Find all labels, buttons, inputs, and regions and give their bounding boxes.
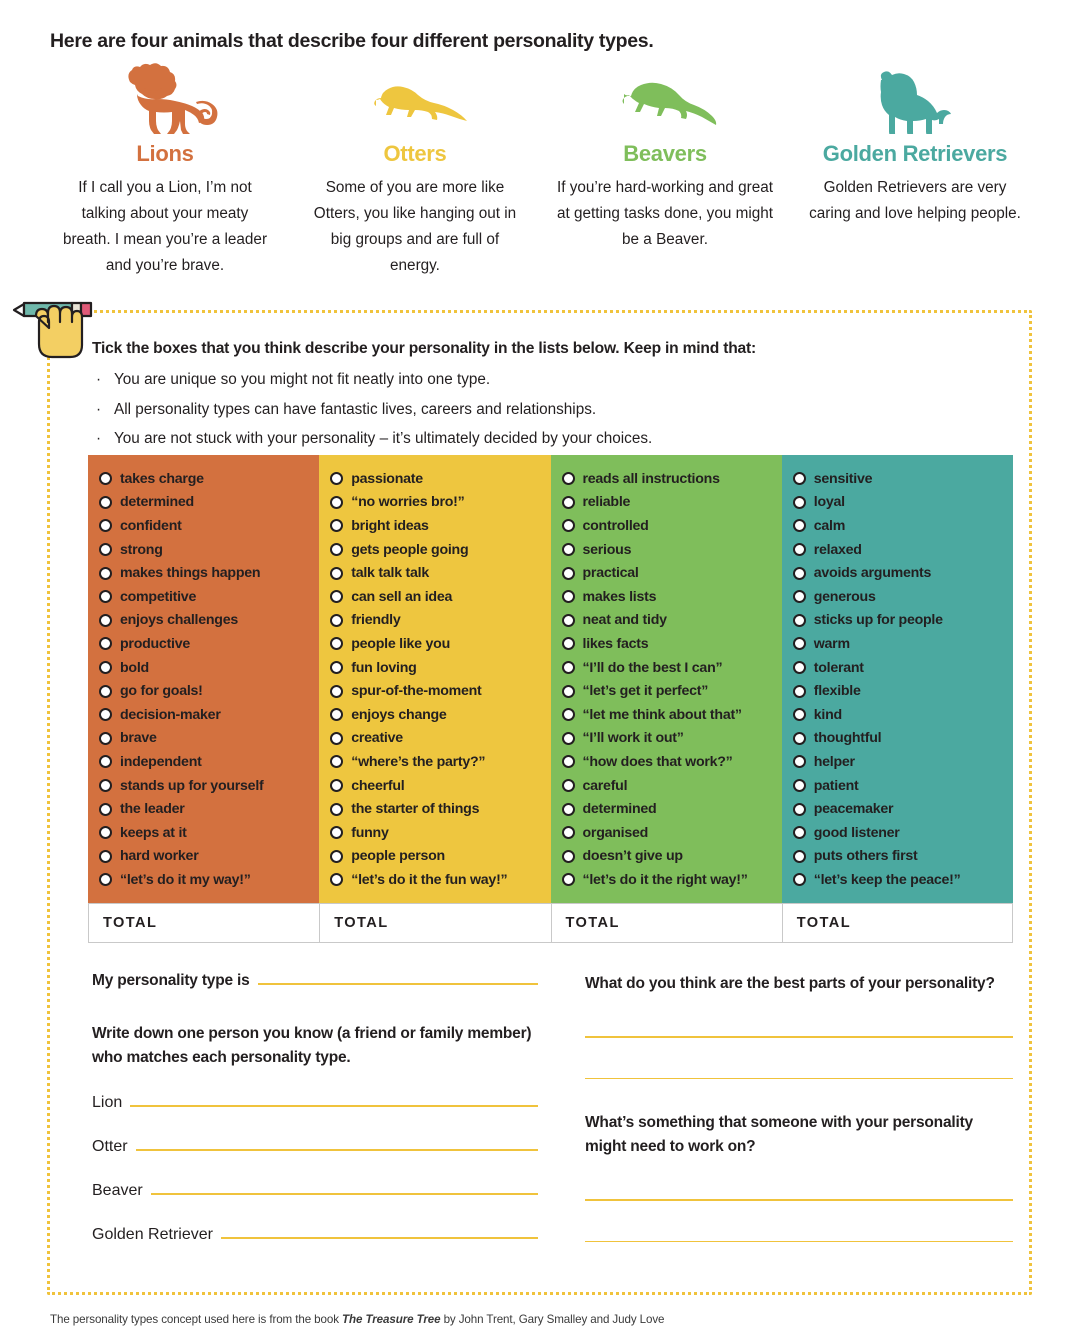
checklist-item-label: strong — [120, 541, 163, 558]
checklist-item-label: thoughtful — [813, 730, 882, 747]
checklist-item-label: “let me think about that” — [582, 706, 742, 723]
person-field-label: Beaver — [92, 1182, 143, 1200]
checkbox-icon[interactable] — [562, 661, 575, 674]
checkbox-icon[interactable] — [99, 661, 112, 674]
checklist-item-label: likes facts — [582, 635, 649, 652]
checklist-row[interactable] — [99, 679, 319, 703]
checklist-row[interactable] — [562, 491, 782, 515]
checkbox-icon[interactable] — [99, 472, 112, 485]
checkbox-icon[interactable] — [330, 850, 343, 863]
checklist-row[interactable] — [330, 585, 550, 609]
checklist-row[interactable] — [330, 609, 550, 633]
checklist-item-label: people person — [351, 848, 445, 865]
checklist-item-label: helper — [813, 753, 855, 770]
hand-holding-pencil-icon — [8, 286, 104, 360]
checklist-row[interactable] — [330, 868, 550, 892]
checklist-row[interactable] — [330, 561, 550, 585]
checklist-row[interactable] — [99, 868, 319, 892]
checklist-item-label: reads all instructions — [582, 470, 720, 487]
checkbox-icon[interactable] — [793, 661, 806, 674]
checklist-item-label: the leader — [120, 801, 185, 818]
checklist-row[interactable] — [562, 585, 782, 609]
checklist-row[interactable] — [562, 845, 782, 869]
checklist-item-label: reliable — [582, 494, 631, 511]
checklist-row[interactable] — [99, 609, 319, 633]
checkbox-icon[interactable] — [330, 661, 343, 674]
checkbox-icon[interactable] — [330, 590, 343, 603]
checkbox-icon[interactable] — [793, 685, 806, 698]
checklist-row[interactable] — [562, 797, 782, 821]
checklist-item-label: competitive — [120, 588, 197, 605]
checklist-item-label: “let’s do it the right way!” — [582, 871, 748, 888]
checkbox-icon[interactable] — [99, 543, 112, 556]
checkbox-icon[interactable] — [793, 779, 806, 792]
checkbox-icon[interactable] — [793, 567, 806, 580]
checklist-item-label: brave — [120, 730, 157, 747]
checklist-row[interactable] — [330, 845, 550, 869]
checklist-row[interactable] — [99, 845, 319, 869]
checklist-item-label: organised — [582, 824, 649, 841]
checklist-item-label: loyal — [813, 494, 845, 511]
checklist-item-label: sensitive — [813, 470, 873, 487]
checklist-row[interactable] — [562, 774, 782, 798]
checklist-item-label: “let’s get it perfect” — [582, 683, 709, 700]
checklist-row[interactable] — [330, 679, 550, 703]
checkbox-icon[interactable] — [562, 779, 575, 792]
checklist-item-label: makes things happen — [120, 565, 261, 582]
checklist-item-label: cheerful — [351, 777, 405, 794]
checkbox-icon[interactable] — [562, 732, 575, 745]
checkbox-icon[interactable] — [330, 543, 343, 556]
checkbox-icon[interactable] — [330, 708, 343, 721]
total-cell-beaver[interactable] — [551, 903, 782, 943]
checkbox-icon[interactable] — [562, 496, 575, 509]
footer-text-before: The personality types concept used here is from the book — [50, 1313, 343, 1326]
checkbox-icon[interactable] — [330, 496, 343, 509]
checkbox-icon[interactable] — [99, 519, 112, 532]
total-label: TOTAL — [103, 915, 158, 931]
checkbox-icon[interactable] — [99, 850, 112, 863]
animal-description-beaver: If you’re hard-working and great at getting tasks done, you might be a Beaver. — [557, 178, 773, 249]
animal-card-golden-retriever — [790, 62, 1040, 280]
checklist-row[interactable] — [793, 679, 1013, 703]
checkbox-icon[interactable] — [99, 590, 112, 603]
checkbox-icon[interactable] — [562, 637, 575, 650]
checkbox-icon[interactable] — [99, 732, 112, 745]
checklist-row[interactable] — [793, 585, 1013, 609]
checklist-item-label: neat and tidy — [582, 612, 667, 629]
animal-description-golden-retriever: Golden Retrievers are very caring and love helping people. — [809, 178, 1021, 222]
checklist-row[interactable] — [562, 868, 782, 892]
checklist-item-label: stands up for yourself — [120, 777, 264, 794]
checklist-item-label: puts others first — [813, 848, 918, 865]
answer-line-work-on-2[interactable] — [585, 1241, 1013, 1243]
checkbox-icon[interactable] — [99, 779, 112, 792]
checkbox-icon[interactable] — [330, 873, 343, 886]
instruction-item — [92, 368, 952, 392]
checklist-item-label: peacemaker — [813, 801, 894, 818]
checklist-item-label: “let’s do it my way!” — [120, 871, 251, 888]
question-best-parts: What do you think are the best parts of your personality? — [585, 975, 995, 992]
checklist-row[interactable] — [793, 797, 1013, 821]
checkbox-icon[interactable] — [562, 567, 575, 580]
checklist-row[interactable] — [330, 514, 550, 538]
checklist-item-label: passionate — [351, 470, 423, 487]
checkbox-icon[interactable] — [793, 873, 806, 886]
checklist-item-label: talk talk talk — [351, 565, 429, 582]
checklist-item-label: patient — [813, 777, 859, 794]
checklist-item-label: relaxed — [813, 541, 862, 558]
checklist-row[interactable] — [562, 821, 782, 845]
animal-description-otter: Some of you are more like Otters, you like hanging out in big groups and are full of energy. — [313, 178, 517, 275]
checklist-item-label: confident — [120, 517, 182, 534]
checklist-item-label: friendly — [351, 612, 401, 629]
checkbox-icon[interactable] — [562, 755, 575, 768]
checklist-item-label: determined — [582, 801, 657, 818]
checklist-item-label: “how does that work?” — [582, 753, 733, 770]
checkbox-icon[interactable] — [99, 685, 112, 698]
person-field-golden-retriever[interactable] — [92, 1226, 538, 1244]
checkbox-icon[interactable] — [330, 826, 343, 839]
checklist-row[interactable] — [330, 750, 550, 774]
checkbox-icon[interactable] — [562, 543, 575, 556]
checkbox-icon[interactable] — [330, 567, 343, 580]
checklist-row[interactable] — [330, 538, 550, 562]
animal-card-otter — [290, 62, 540, 280]
checkbox-icon[interactable] — [562, 614, 575, 627]
animal-name-lion: Lions — [136, 141, 194, 166]
checklist-item-label: the starter of things — [351, 801, 480, 818]
total-cell-otter[interactable] — [319, 903, 550, 943]
total-cell-lion[interactable] — [88, 903, 319, 943]
checklist-item-label: “no worries bro!” — [351, 494, 465, 511]
checklist-item-label: “let’s keep the peace!” — [813, 871, 961, 888]
checklist-item-label: spur-of-the-moment — [351, 683, 482, 700]
checklist-item-label: bold — [120, 659, 149, 676]
checkbox-icon[interactable] — [793, 637, 806, 650]
checklist-row[interactable] — [562, 467, 782, 491]
checklist-item-label: hard worker — [120, 848, 199, 865]
checklist-row[interactable] — [793, 632, 1013, 656]
checklist-row[interactable] — [793, 727, 1013, 751]
write-down-prompt: Write down one person you know (a friend or family member) who matches each personality type. — [92, 1025, 532, 1067]
person-field-otter[interactable] — [92, 1138, 538, 1156]
checkbox-icon[interactable] — [99, 826, 112, 839]
person-input-line[interactable] — [221, 1237, 538, 1239]
beaver-icon — [610, 62, 720, 134]
checklist-item-label: enjoys challenges — [120, 612, 238, 629]
checklist-item-label: controlled — [582, 517, 649, 534]
bullet-icon: · — [96, 371, 102, 388]
checklist-row[interactable] — [562, 656, 782, 680]
checklist-item-label: practical — [582, 565, 639, 582]
checkbox-icon[interactable] — [793, 590, 806, 603]
checklist-row[interactable] — [330, 491, 550, 515]
checklist-row[interactable] — [793, 491, 1013, 515]
animal-name-golden-retriever: Golden Retrievers — [822, 141, 1008, 166]
person-field-label: Otter — [92, 1138, 128, 1156]
checklist-row[interactable] — [99, 585, 319, 609]
checklist-row[interactable] — [562, 632, 782, 656]
checklist-item-label: serious — [582, 541, 632, 558]
animal-types-row — [40, 62, 1040, 280]
person-field-label: Lion — [92, 1094, 123, 1112]
checklist-item-label: enjoys change — [351, 706, 447, 723]
checklist-item-label: kind — [813, 706, 842, 723]
checkbox-icon[interactable] — [793, 803, 806, 816]
checkbox-icon[interactable] — [793, 850, 806, 863]
checklist-row[interactable] — [793, 561, 1013, 585]
form-left-column — [92, 972, 538, 1270]
total-label: TOTAL — [334, 915, 389, 931]
checklist-item-label: takes charge — [120, 470, 204, 487]
personality-type-label: My personality type is — [92, 972, 250, 989]
checkbox-icon[interactable] — [99, 637, 112, 650]
checklist-row[interactable] — [99, 632, 319, 656]
checklist-item-label: keeps at it — [120, 824, 187, 841]
checklist-row[interactable] — [330, 727, 550, 751]
checkbox-icon[interactable] — [793, 614, 806, 627]
checklist-row[interactable] — [99, 727, 319, 751]
checklist-row[interactable] — [330, 774, 550, 798]
checklist-item-label: careful — [582, 777, 628, 794]
checklist-row[interactable] — [562, 609, 782, 633]
checkbox-icon[interactable] — [99, 708, 112, 721]
checklist-row[interactable] — [562, 538, 782, 562]
checklist-row[interactable] — [330, 632, 550, 656]
checklist-row[interactable] — [793, 750, 1013, 774]
checkbox-icon[interactable] — [330, 519, 343, 532]
checklist-row[interactable] — [330, 467, 550, 491]
totals-row — [88, 903, 1013, 943]
person-input-line[interactable] — [136, 1149, 538, 1151]
instructions-list — [92, 368, 952, 451]
checklist-row[interactable] — [793, 538, 1013, 562]
checkbox-icon[interactable] — [330, 472, 343, 485]
checklist-item-label: bright ideas — [351, 517, 429, 534]
checkbox-icon[interactable] — [330, 732, 343, 745]
checklist-item-label: creative — [351, 730, 403, 747]
checklist-row[interactable] — [793, 774, 1013, 798]
checkbox-icon[interactable] — [330, 685, 343, 698]
checkbox-icon[interactable] — [793, 543, 806, 556]
checklist-row[interactable] — [99, 538, 319, 562]
checkbox-icon[interactable] — [330, 637, 343, 650]
checklist-row[interactable] — [562, 561, 782, 585]
form-right-column — [585, 972, 1013, 1242]
checkbox-icon[interactable] — [793, 496, 806, 509]
otter-icon — [360, 62, 470, 134]
instruction-item — [92, 427, 952, 451]
checkbox-icon[interactable] — [330, 803, 343, 816]
checklist-row[interactable] — [99, 821, 319, 845]
checkbox-icon[interactable] — [99, 567, 112, 580]
checklist-item-label: gets people going — [351, 541, 469, 558]
checkbox-icon[interactable] — [99, 873, 112, 886]
animal-name-otter: Otters — [383, 141, 447, 166]
checklist-row[interactable] — [562, 703, 782, 727]
checkbox-icon[interactable] — [562, 519, 575, 532]
animal-card-lion — [40, 62, 290, 280]
checklist-row[interactable] — [562, 514, 782, 538]
instructions-block — [92, 340, 952, 457]
checklist-item-label: decision-maker — [120, 706, 221, 723]
person-field-lion[interactable] — [92, 1094, 538, 1112]
checkbox-icon[interactable] — [99, 614, 112, 627]
checklist-item-label: warm — [813, 635, 850, 652]
instruction-item-text: All personality types can have fantastic lives, careers and relationships. — [114, 400, 597, 418]
checklist-column-beaver — [551, 455, 782, 904]
checklist-row[interactable] — [99, 797, 319, 821]
personality-type-field[interactable] — [92, 972, 538, 990]
checklist-column-otter — [319, 455, 550, 904]
checklist-row[interactable] — [99, 561, 319, 585]
checklist-item-label: avoids arguments — [813, 565, 932, 582]
checklist-item-label: “I’ll do the best I can” — [582, 659, 723, 676]
checklist-row[interactable] — [562, 750, 782, 774]
checklist-row[interactable] — [562, 727, 782, 751]
checklist-item-label: “where’s the party?” — [351, 753, 486, 770]
checkbox-icon[interactable] — [99, 803, 112, 816]
checklist-row[interactable] — [99, 750, 319, 774]
checklist-item-label: doesn’t give up — [582, 848, 683, 865]
total-cell-golden[interactable] — [782, 903, 1013, 943]
checklist-row[interactable] — [330, 797, 550, 821]
person-input-line[interactable] — [130, 1105, 538, 1107]
checkbox-icon[interactable] — [793, 732, 806, 745]
checklist-item-label: fun loving — [351, 659, 417, 676]
checkbox-icon[interactable] — [562, 826, 575, 839]
bullet-icon: · — [96, 400, 102, 418]
checkbox-icon[interactable] — [562, 590, 575, 603]
instruction-item-text: You are not stuck with your personality – it’s ultimately decided by your choices. — [114, 430, 653, 448]
checkbox-icon[interactable] — [562, 850, 575, 863]
total-label: TOTAL — [796, 915, 852, 931]
person-input-line[interactable] — [151, 1193, 538, 1195]
footer-text-after: by John Trent, Gary Smalley and Judy Love — [440, 1313, 665, 1326]
page-title: Here are four animals that describe four different personality types. — [50, 30, 654, 52]
bullet-icon: · — [96, 430, 102, 448]
checklist-item-label: tolerant — [813, 659, 864, 676]
checklist-item-label: people like you — [351, 635, 450, 652]
lion-icon — [110, 62, 220, 134]
checklist-row[interactable] — [99, 467, 319, 491]
checkbox-icon[interactable] — [330, 755, 343, 768]
checklist-row[interactable] — [99, 514, 319, 538]
animal-name-beaver: Beavers — [623, 141, 707, 166]
instruction-item — [92, 398, 952, 422]
question-work-on: What’s something that someone with your personality might need to work on? — [585, 1114, 973, 1156]
checkbox-icon[interactable] — [793, 708, 806, 721]
checkbox-icon[interactable] — [793, 826, 806, 839]
checklist-item-label: sticks up for people — [813, 612, 943, 629]
checklist-item-label: funny — [351, 824, 389, 841]
checklist-item-label: determined — [120, 494, 194, 511]
checklist-item-label: generous — [813, 588, 876, 605]
checklist-row[interactable] — [330, 656, 550, 680]
checklist-item-label: independent — [120, 753, 202, 770]
checklist-row[interactable] — [99, 703, 319, 727]
checklist-row[interactable] — [793, 821, 1013, 845]
checklist-column-lion — [88, 455, 319, 904]
checklist-item-label: calm — [813, 517, 846, 534]
checklist-row[interactable] — [99, 491, 319, 515]
checklist-item-label: flexible — [813, 683, 861, 700]
golden-retriever-icon — [860, 62, 970, 134]
checklist-row[interactable] — [562, 679, 782, 703]
checklist-item-label: go for goals! — [120, 683, 203, 700]
checkbox-icon[interactable] — [793, 519, 806, 532]
checklist-row[interactable] — [793, 703, 1013, 727]
animal-card-beaver — [540, 62, 790, 280]
person-field-beaver[interactable] — [92, 1182, 538, 1200]
checkbox-icon[interactable] — [330, 614, 343, 627]
checkbox-icon[interactable] — [562, 803, 575, 816]
animal-description-lion: If I call you a Lion, I’m not talking about your meaty breath. I mean you’re a leader and you’re brave. — [62, 178, 268, 275]
checklist-item-label: can sell an idea — [351, 588, 453, 605]
person-field-label: Golden Retriever — [92, 1226, 213, 1244]
checklist-row[interactable] — [793, 514, 1013, 538]
checkbox-icon[interactable] — [793, 472, 806, 485]
checklist-column-golden — [782, 455, 1013, 904]
checklist-row[interactable] — [793, 467, 1013, 491]
checklist-row[interactable] — [99, 656, 319, 680]
checkbox-icon[interactable] — [562, 708, 575, 721]
checkbox-icon[interactable] — [99, 755, 112, 768]
checkbox-icon[interactable] — [562, 472, 575, 485]
instructions-title: Tick the boxes that you think describe your personality in the lists below. Keep in mind that: — [92, 340, 756, 357]
checklist-row[interactable] — [793, 609, 1013, 633]
checklist-row[interactable] — [793, 656, 1013, 680]
checklist-row[interactable] — [99, 774, 319, 798]
checkbox-icon[interactable] — [562, 685, 575, 698]
checklist-row[interactable] — [793, 845, 1013, 869]
checkbox-icon[interactable] — [562, 873, 575, 886]
checkbox-icon[interactable] — [793, 755, 806, 768]
checklist-row[interactable] — [330, 821, 550, 845]
checklist-item-label: good listener — [813, 824, 900, 841]
checklist-item-label: “let’s do it the fun way!” — [351, 871, 508, 888]
checkbox-icon[interactable] — [330, 779, 343, 792]
total-label: TOTAL — [565, 915, 620, 931]
footer-attribution — [50, 1313, 664, 1326]
instruction-item-text: You are unique so you might not fit neatly into one type. — [114, 371, 491, 388]
checklist-item-label: “I’ll work it out” — [582, 730, 684, 747]
personality-checklist — [88, 455, 1013, 904]
footer-book-title: The Treasure Tree — [342, 1313, 441, 1326]
checklist-row[interactable] — [330, 703, 550, 727]
checklist-item-label: makes lists — [582, 588, 657, 605]
checklist-row[interactable] — [793, 868, 1013, 892]
checklist-item-label: productive — [120, 635, 191, 652]
checkbox-icon[interactable] — [99, 496, 112, 509]
personality-type-input-line[interactable] — [258, 983, 538, 985]
